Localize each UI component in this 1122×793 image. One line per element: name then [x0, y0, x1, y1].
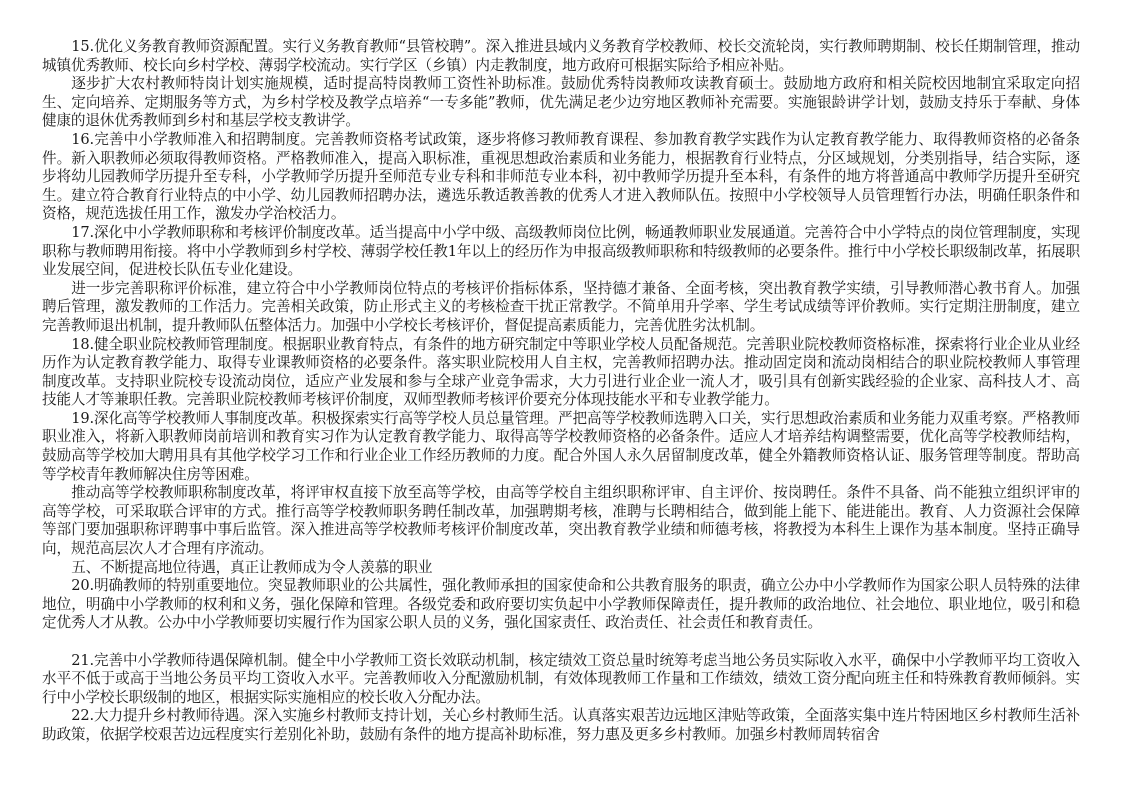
paragraph-19-cont: 推动高等学校教师职称制度改革，将评审权直接下放至高等学校，由高等学校自主组织职称评审、自主评价、按岗聘任。条件不具备、尚不能独立组织评审的高等学校，可采取联合评审的方式。推行高等学校教师职务聘任制改革，加强聘期考核，准聘与长聘相结合，做到能上能下、能进能出。教育、人力资源社会保障等部门要加强职称评聘事中事后监管。深入推进高等学校教师考核评价制度改革，突出教育教学业绩和师德考核，将教授为本科生上课作为基本制度。坚持正确导向，规范高层次人才合理有序流动。	[42, 484, 1080, 558]
paragraph-17-cont: 进一步完善职称评价标准，建立符合中小学教师岗位特点的考核评价指标体系，坚持德才兼备、全面考核，突出教育教学实绩，引导教师潜心教书育人。加强聘后管理，激发教师的工作活力。完善相关政策，防止形式主义的考核检查干扰正常教学。不简单用升学率、学生考试成绩等评价教师。实行定期注册制度，建立完善教师退出机制，提升教师队伍整体活力。加强中小学校长考核评价，督促提高素质能力，完善优胜劣汰机制。	[42, 279, 1080, 334]
paragraph-21: 21.完善中小学教师待遇保障机制。健全中小学教师工资长效联动机制，核定绩效工资总量时统筹考虑当地公务员实际收入水平，确保中小学教师平均工资收入水平不低于或高于当地公务员平均工资收入水平。完善教师收入分配激励机制，有效体现教师工作量和工作绩效，绩效工资分配向班主任和特殊教育教师倾斜。实行中小学校长职级制的地区，根据实际实施相应的校长收入分配办法。	[42, 651, 1080, 706]
paragraph-15: 15.优化义务教育教师资源配置。实行义务教育教师“县管校聘”。深入推进县域内义务教育学校教师、校长交流轮岗，实行教师聘期制、校长任期制管理，推动城镇优秀教师、校长向乡村学校、薄弱学校流动。实行学区（乡镇）内走教制度，地方政府可根据实际给予相应补贴。	[42, 38, 1080, 74]
paragraph-16: 16.完善中小学教师准入和招聘制度。完善教师资格考试政策，逐步将修习教师教育课程、参加教育教学实践作为认定教育教学能力、取得教师资格的必备条件。新入职教师必须取得教师资格。严格教师准入，提高入职标准，重视思想政治素质和业务能力，根据教育行业特点，分区域规划，分类别指导，结合实际，逐步将幼儿园教师学历提升至专科，小学教师学历提升至师范专业专科和非师范专业本科，初中教师学历提升至本科，有条件的地方将普通高中教师学历提升至研究生。建立符合教育行业特点的中小学、幼儿园教师招聘办法，遴选乐教适教善教的优秀人才进入教师队伍。按照中小学校领导人员管理暂行办法，明确任职条件和资格，规范选拔任用工作，激发办学治校活力。	[42, 130, 1080, 223]
paragraph-18: 18.健全职业院校教师管理制度。根据职业教育特点，有条件的地方研究制定中等职业学校人员配备规范。完善职业院校教师资格标准，探索将行业企业从业经历作为认定教育教学能力、取得专业课教师资格的必要条件。落实职业院校用人自主权，完善教师招聘办法。推动固定岗和流动岗相结合的职业院校教师人事管理制度改革。支持职业院校专设流动岗位，适应产业发展和参与全球产业竞争需求，大力引进行业企业一流人才，吸引具有创新实践经验的企业家、高科技人才、高技能人才等兼职任教。完善职业院校教师考核评价制度，双师型教师考核评价要充分体现技能水平和专业教学能力。	[42, 335, 1080, 409]
paragraph-20: 20.明确教师的特别重要地位。突显教师职业的公共属性，强化教师承担的国家使命和公共教育服务的职责，确立公办中小学教师作为国家公职人员特殊的法律地位，明确中小学教师的权利和义务，强化保障和管理。各级党委和政府要切实负起中小学教师保障责任，提升教师的政治地位、社会地位、职业地位，吸引和稳定优秀人才从教。公办中小学教师要切实履行作为国家公职人员的义务，强化国家责任、政治责任、社会责任和教育责任。	[42, 577, 1080, 632]
paragraph-19: 19.深化高等学校教师人事制度改革。积极探索实行高等学校人员总量管理。严把高等学校教师选聘入口关，实行思想政治素质和业务能力双重考察。严格教师职业准入，将新入职教师岗前培训和教育实习作为认定教育教学能力、取得高等学校教师资格的必备条件。适应人才培养结构调整需要，优化高等学校教师结构，鼓励高等学校加大聘用具有其他学校学习工作和行业企业工作经历教师的力度。配合外国人永久居留制度改革，健全外籍教师资格认证、服务管理等制度。帮助高等学校青年教师解决住房等困难。	[42, 409, 1080, 483]
paragraph-22: 22.大力提升乡村教师待遇。深入实施乡村教师支持计划，关心乡村教师生活。认真落实艰苦边远地区津贴等政策，全面落实集中连片特困地区乡村教师生活补助政策，依据学校艰苦边远程度实行差别化补助，鼓励有条件的地方提高补助标准，努力惠及更多乡村教师。加强乡村教师周转宿舍	[42, 707, 1080, 743]
paragraph-15-cont: 逐步扩大农村教师特岗计划实施规模，适时提高特岗教师工资性补助标准。鼓励优秀特岗教师攻读教育硕士。鼓励地方政府和相关院校因地制宜采取定向招生、定向培养、定期服务等方式，为乡村学校及教学点培养“一专多能”教师，优先满足老少边穷地区教师补充需要。实施银龄讲学计划，鼓励支持乐于奉献、身体健康的退休优秀教师到乡村和基层学校支教讲学。	[42, 75, 1080, 130]
section-heading-5: 五、不断提高地位待遇，真正让教师成为令人羡慕的职业	[71, 558, 433, 576]
paragraph-17: 17.深化中小学教师职称和考核评价制度改革。适当提高中小学中级、高级教师岗位比例，畅通教师职业发展通道。完善符合中小学特点的岗位管理制度，实现职称与教师聘用衔接。将中小学教师到乡村学校、薄弱学校任教1年以上的经历作为申报高级教师职称和特级教师的必要条件。推行中小学校长职级制改革，拓展职业发展空间，促进校长队伍专业化建设。	[42, 223, 1080, 279]
